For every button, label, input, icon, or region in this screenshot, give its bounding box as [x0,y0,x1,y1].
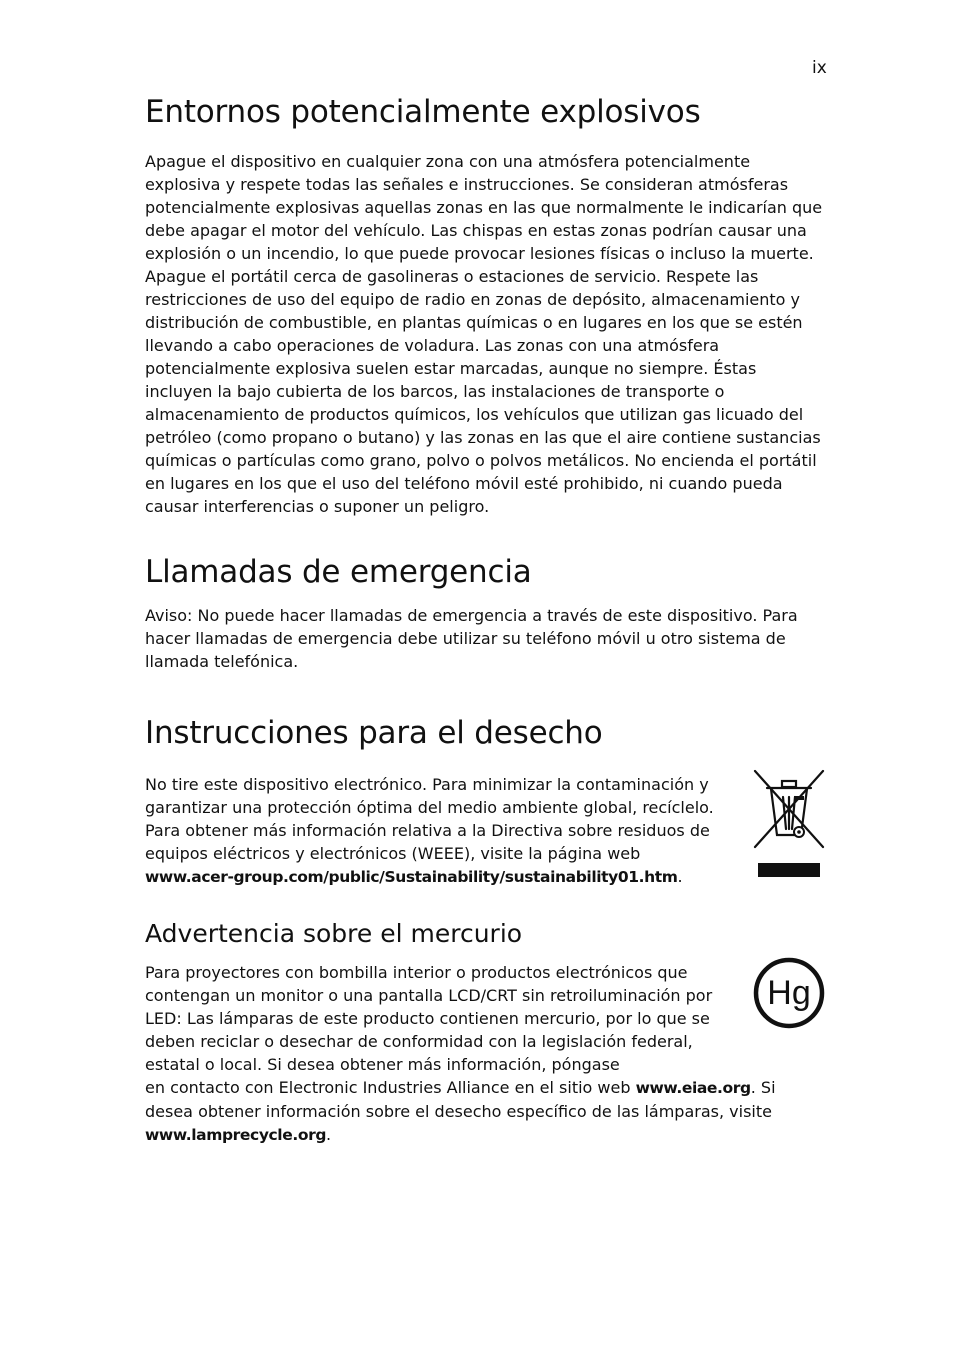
hg-mercury-icon [752,956,826,1030]
mercury-block [145,961,827,1147]
mercury-text-lamps: . Si desea obtener información sobre el desecho específico de las lámparas, visite [145,1077,776,1121]
heading-emergency-calls: Llamadas de emergencia [145,554,532,591]
notice-text: : No puede hacer llamadas de emergencia a través de este dispositivo. Para hacer llamadas de emergencia debe utilizar su teléfono móvil u otro sistema de llamada telefónica. [145,606,798,672]
link-acer-sustainability[interactable]: www.acer-group.com/public/Sustainability/sustainability01.htm [145,867,678,886]
disposal-text: No tire este dispositivo electrónico. Para minimizar la contaminación y garantizar una protección óptima del medio ambiente global, recíclelo. Para obtener más información relativa a la Directiva sobre residuos de equipos eléctricos y electrónicos (WEEE), visite la página web [145,774,714,863]
page-number: ix [812,58,827,78]
paragraph-explosive-environments: Apague el dispositivo en cualquier zona con una atmósfera potencialmente explosiva y respete todas las señales e instrucciones. Se consideran atmósferas potencialmente explosivas aquellas zonas en las que normalmente le indicarían que debe apagar el motor del vehículo. Las chispas en estas zonas podrían causar una explosión o un incendio, lo que puede provocar lesiones físicas o incluso la muerte. Apague el portátil cerca de gasolineras o estaciones de servicio. Respete las restricciones de uso del equipo de radio en zonas de depósito, almacenamiento y distribución de combustible, en plantas químicas o en lugares en los que se estén llevando a cabo operaciones de voladura. Las zonas con una atmósfera potencialmente explosiva suelen estar marcadas, aunque no siempre. Éstas incluyen la bajo cubierta de los barcos, las instalaciones de transporte o almacenamiento de productos químicos, los vehículos que utilizan gas licuado del petróleo (como propano o butano) y las zonas en las que el aire contiene sustancias químicas o partículas como grano, polvo o polvos metálicos. No encienda el portátil en lugares en los que el uso del teléfono móvil esté prohibido, ni cuando pueda causar interferencias o suponer un peligro. [145,152,823,517]
paragraph-emergency-calls [145,604,827,673]
mercury-text-continued: en contacto con Electronic Industries Alliance en el sitio web [145,1077,636,1097]
mercury-text: Para proyectores con bombilla interior o productos electrónicos que contengan un monitor o una pantalla LCD/CRT sin retroiluminación por LED: Las lámparas de este producto contienen mercurio, por lo que se deben reciclar o desechar de conformidad con la legislación federal, estatal o local. Si desea obtener más información, póngase [145,962,713,1074]
heading-mercury-warning: Advertencia sobre el mercurio [145,918,523,948]
notice-label: Aviso [145,606,188,626]
link-suffix: . [677,866,683,886]
weee-crossed-bin-icon [752,769,826,879]
page-content [145,90,827,1147]
hg-symbol-text: Hg [767,973,811,1012]
paragraph-disposal [145,773,730,889]
link-eiae[interactable]: www.eiae.org [635,1078,751,1097]
link-suffix: . [326,1124,332,1144]
paragraph-mercury [145,961,827,1147]
heading-disposal-instructions: Instrucciones para el desecho [145,715,603,752]
link-lamprecycle[interactable]: www.lamprecycle.org [145,1125,327,1144]
disposal-block [145,773,827,889]
heading-explosive-environments: Entornos potencialmente explosivos [145,94,701,130]
